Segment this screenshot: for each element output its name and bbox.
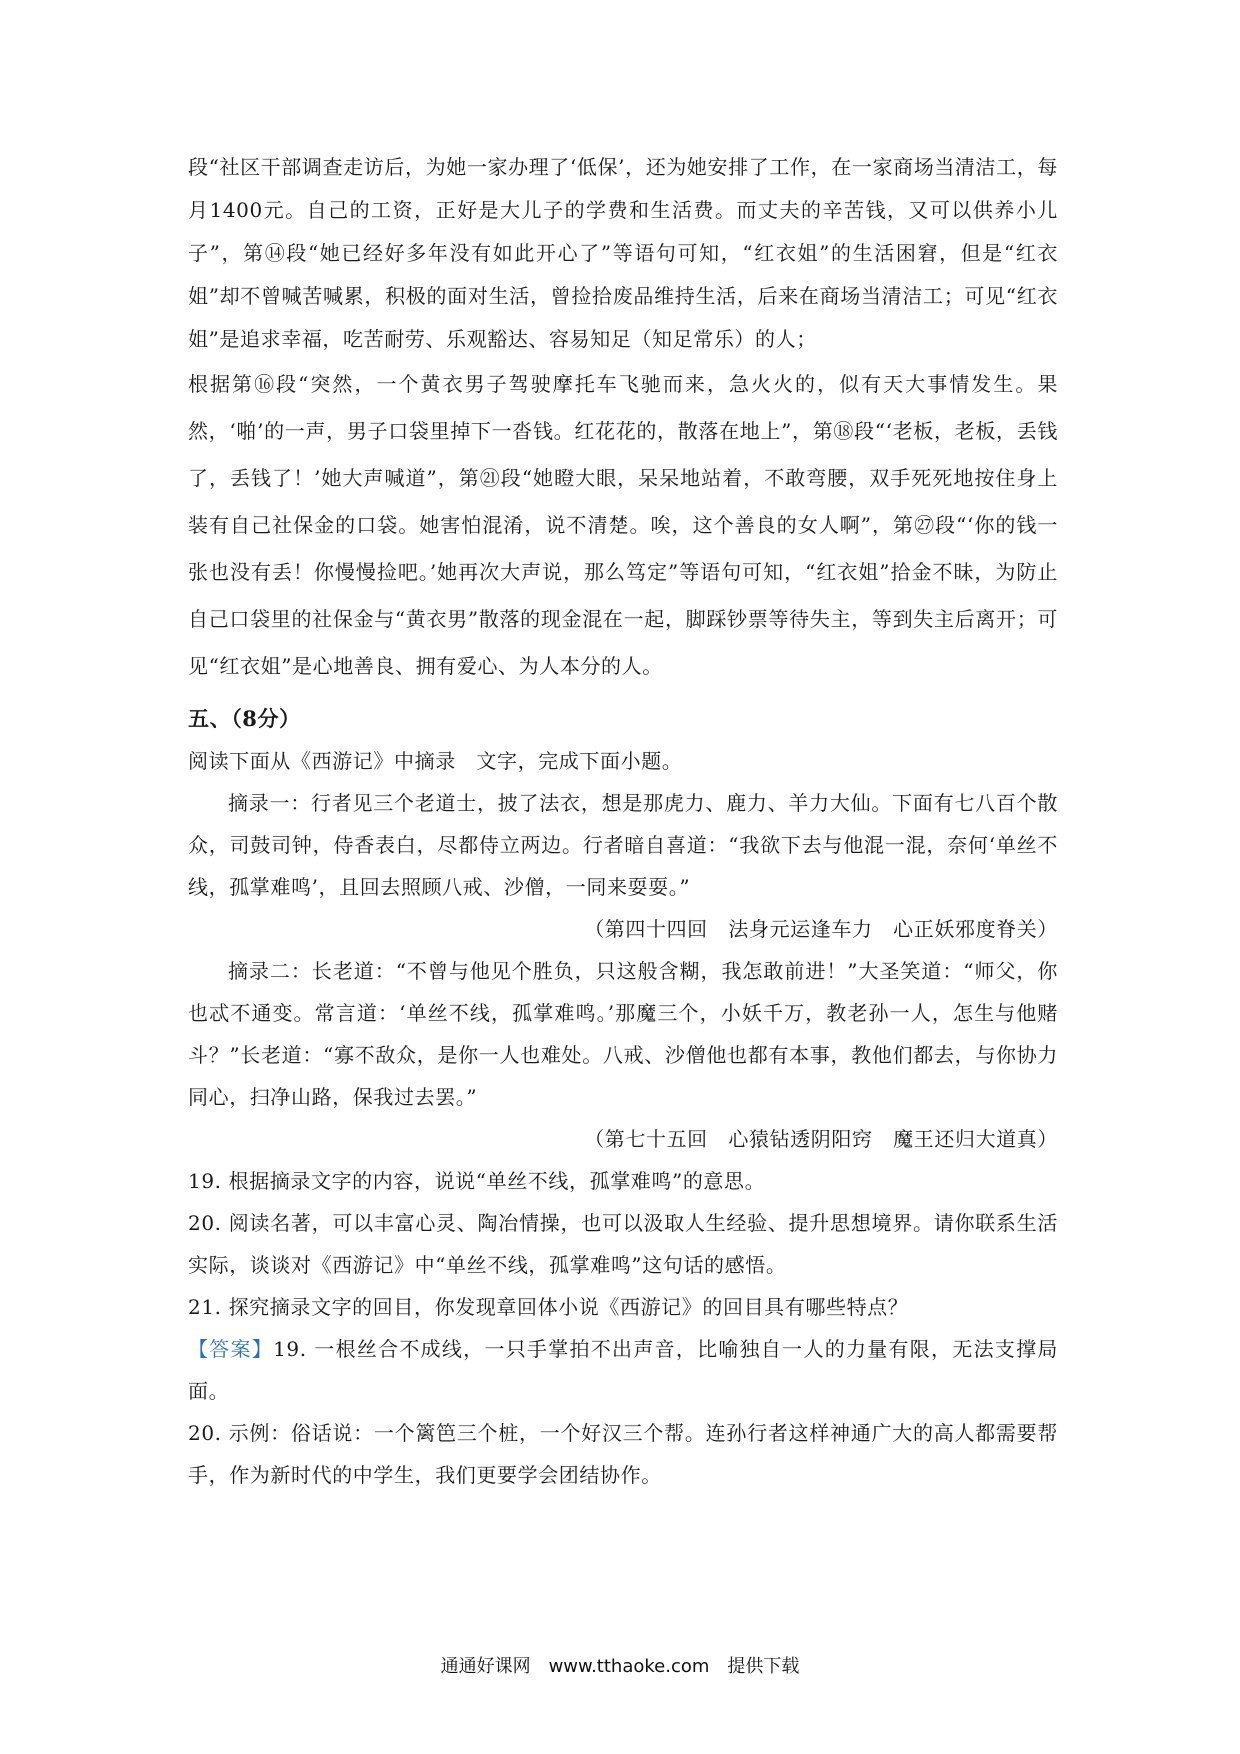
- question-20: 20. 阅读名著，可以丰富心灵、陶冶情操，也可以汲取人生经验、提升思想境界。请你联系生活实际，谈谈对《西游记》中“单丝不线，孤掌难鸣”这句话的感悟。: [188, 1211, 1058, 1277]
- answer-tag: 【答案】: [188, 1337, 274, 1361]
- excerpt-1-source: （第四十四回 法身元运逢车力 心正妖邪度脊关）: [584, 917, 1058, 941]
- answer-19: [188, 1328, 1058, 1412]
- excerpt-2-source: （第七十五回 心猿钻透阴阳窍 魔王还归大道真）: [584, 1127, 1058, 1151]
- answer-19-text: 19. 一根丝合不成线，一只手掌拍不出声音，比喻独自一人的力量有限，无法支撑局面。: [188, 1337, 1058, 1403]
- page-content: [188, 146, 1058, 1496]
- excerpt-1: 摘录一：行者见三个老道士，披了法衣，想是那虎力、鹿力、羊力大仙。下面有七八百个散众，司鼓司钟，侍香表白，尽都侍立两边。行者暗自喜道：“我欲下去与他混一混，奈何‘单丝不线，孤掌难鸣’，且回去照顾八戒、沙僧，一同来耍耍。”: [188, 791, 1058, 899]
- section-intro: 阅读下面从《西游记》中摘录 文字，完成下面小题。: [188, 749, 683, 773]
- excerpt-2: 摘录二：长老道：“不曾与他见个胜负，只这般含糊，我怎敢前进！”大圣笑道：“师父，你也忒不通变。常言道：‘单丝不线，孤掌难鸣。’那魔三个，小妖千万，教老孙一人，怎生与他赌斗？”长老道：“寡不敌众，是你一人也难处。八戒、沙僧他也都有本事，教他们都去，与你协力同心，扫净山路，保我过去罢。”: [188, 959, 1058, 1109]
- analysis-paragraph-1: 段“社区干部调查走访后，为她一家办理了‘低保’，还为她安排了工作，在一家商场当清洁工，每月1400元。自己的工资，正好是大儿子的学费和生活费。而丈夫的辛苦钱，又可以供养小儿子”，第⑭段“她已经好多年没有如此开心了”等语句可知，“红衣姐”的生活困窘，但是“红衣姐”却不曾喊苦喊累，积极的面对生活，曾捡拾废品维持生活，后来在商场当清洁工；可见“红衣姐”是追求幸福，吃苦耐劳、乐观豁达、容易知足（知足常乐）的人；: [188, 155, 1058, 351]
- page-footer: 通通好课网 www.tthaoke.com 提供下载: [440, 1656, 800, 1677]
- section-heading: 五、（8分）: [188, 706, 301, 731]
- question-19: 19. 根据摘录文字的内容，说说“单丝不线，孤掌难鸣”的意思。: [188, 1169, 766, 1193]
- question-21: 21. 探究摘录文字的回目，你发现章回体小说《西游记》的回目具有哪些特点？: [188, 1295, 909, 1319]
- analysis-paragraph-2: 根据第⑯段“突然，一个黄衣男子驾驶摩托车飞驰而来，急火火的，似有天大事情发生。果然，‘啪’的一声，男子口袋里掉下一沓钱。红花花的，散落在地上”，第⑱段“‘老板，老板，丢钱了，丢钱了！’她大声喊道”，第㉑段“她瞪大眼，呆呆地站着，不敢弯腰，双手死死地按住身上装有自己社保金的口袋。她害怕混淆，说不清楚。唉，这个善良的女人啊”，第㉗段“‘你的钱一张也没有丢！你慢慢捡吧。’她再次大声说，那么笃定”等语句可知，“红衣姐”拾金不昧，为防止自己口袋里的社保金与“黄衣男”散落的现金混在一起，脚踩钞票等待失主，等到失主后离开；可见“红衣姐”是心地善良、拥有爱心、为人本分的人。: [188, 372, 1058, 678]
- answer-20: 20. 示例：俗话说：一个篱笆三个桩，一个好汉三个帮。连孙行者这样神通广大的高人都需要帮手，作为新时代的中学生，我们更要学会团结协作。: [188, 1421, 1058, 1487]
